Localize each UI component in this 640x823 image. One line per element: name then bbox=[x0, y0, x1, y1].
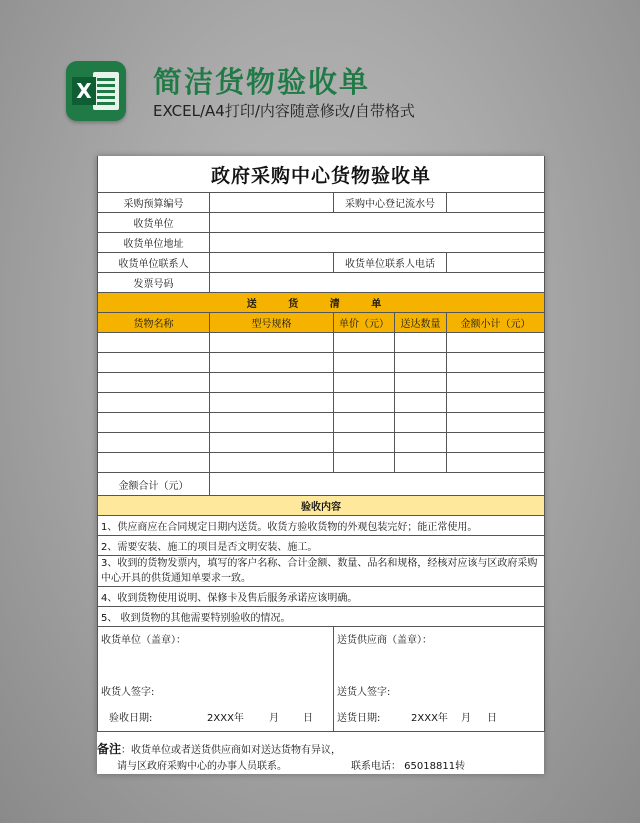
goods-cell[interactable] bbox=[334, 353, 395, 373]
goods-cell[interactable] bbox=[98, 393, 210, 413]
goods-cell[interactable] bbox=[334, 413, 395, 433]
goods-cell[interactable] bbox=[395, 373, 447, 393]
supplier-stamp-label: 送货供应商（盖章）： bbox=[334, 627, 545, 650]
goods-cell[interactable] bbox=[447, 413, 545, 433]
column-header: 金额小计（元） bbox=[447, 313, 545, 333]
info-row bbox=[98, 193, 545, 213]
goods-cell[interactable] bbox=[98, 453, 210, 473]
goods-cell[interactable] bbox=[210, 453, 334, 473]
remark-block bbox=[97, 741, 544, 775]
goods-cell[interactable] bbox=[98, 433, 210, 453]
column-header: 型号规格 bbox=[210, 313, 334, 333]
page-subtitle: EXCEL/A4打印/内容随意修改/自带格式 bbox=[153, 102, 415, 120]
info-value-cell[interactable] bbox=[447, 253, 545, 273]
document-title: 政府采购中心货物验收单 bbox=[98, 156, 545, 193]
goods-cell[interactable] bbox=[395, 433, 447, 453]
document-sheet bbox=[97, 156, 544, 774]
info-row bbox=[98, 233, 545, 253]
acceptance-note: 5、 收到货物的其他需要特别验收的情况。 bbox=[98, 607, 545, 627]
info-row bbox=[98, 273, 545, 293]
goods-cell[interactable] bbox=[334, 373, 395, 393]
goods-row bbox=[98, 373, 545, 393]
acceptance-note: 3、收到的货物发票内，填写的客户名称、合计金额、数量、品名和规格，经核对应该与区政府采购中心开具的供货通知单要求一致。 bbox=[98, 556, 545, 587]
goods-row bbox=[98, 393, 545, 413]
goods-cell[interactable] bbox=[334, 333, 395, 353]
contact-phone: 联系电话： 65018811转 bbox=[351, 761, 466, 772]
info-label: 收货单位 bbox=[98, 213, 210, 233]
goods-row bbox=[98, 453, 545, 473]
info-value-cell[interactable] bbox=[447, 193, 545, 213]
supplier-stamp-area[interactable] bbox=[334, 649, 545, 679]
goods-cell[interactable] bbox=[395, 393, 447, 413]
info-label: 采购预算编号 bbox=[98, 193, 210, 213]
goods-cell[interactable] bbox=[447, 353, 545, 373]
info-label: 采购中心登记流水号 bbox=[334, 193, 447, 213]
remark-line-1: ：收货单位或者送货供应商如对送达货物有异议， bbox=[121, 745, 342, 756]
info-label: 发票号码 bbox=[98, 273, 210, 293]
excel-icon bbox=[66, 61, 126, 121]
remark-label: 备注 bbox=[97, 742, 122, 756]
excel-x-letter: X bbox=[72, 77, 96, 105]
goods-cell[interactable] bbox=[334, 393, 395, 413]
goods-cell[interactable] bbox=[210, 373, 334, 393]
goods-cell[interactable] bbox=[447, 453, 545, 473]
goods-cell[interactable] bbox=[98, 333, 210, 353]
goods-cell[interactable] bbox=[334, 453, 395, 473]
column-header: 货物名称 bbox=[98, 313, 210, 333]
goods-cell[interactable] bbox=[395, 453, 447, 473]
accept-date-year: 2XXX年 bbox=[207, 712, 244, 724]
acceptance-form-table bbox=[97, 156, 545, 732]
goods-cell[interactable] bbox=[395, 353, 447, 373]
goods-cell[interactable] bbox=[447, 333, 545, 353]
remark-line-2: 请与区政府采购中心的办事人员联系。 bbox=[117, 761, 287, 772]
goods-cell[interactable] bbox=[210, 353, 334, 373]
info-value-cell[interactable] bbox=[210, 233, 545, 253]
supplier-sign-label: 送货人签字: bbox=[334, 679, 545, 701]
goods-cell[interactable] bbox=[447, 373, 545, 393]
accept-date-row bbox=[98, 701, 334, 732]
receiver-stamp-area[interactable] bbox=[98, 649, 334, 679]
deliver-date-day: 日 bbox=[487, 712, 497, 724]
goods-cell[interactable] bbox=[334, 433, 395, 453]
acceptance-section-header: 验收内容 bbox=[98, 496, 545, 516]
info-label: 收货单位联系人 bbox=[98, 253, 210, 273]
delivery-section-header: 送 货 清 单 bbox=[98, 293, 545, 313]
info-row bbox=[98, 213, 545, 233]
acceptance-note: 2、需要安装、施工的项目是否文明安装、施工。 bbox=[98, 536, 545, 556]
info-label: 收货单位联系人电话 bbox=[334, 253, 447, 273]
accept-date-month: 月 bbox=[269, 712, 279, 724]
acceptance-note: 4、收到货物使用说明、保修卡及售后服务承诺应该明确。 bbox=[98, 587, 545, 607]
goods-row bbox=[98, 353, 545, 373]
goods-cell[interactable] bbox=[395, 333, 447, 353]
page-title: 简洁货物验收单 bbox=[153, 65, 371, 99]
accept-date-label: 验收日期: bbox=[109, 712, 153, 724]
column-header: 送达数量 bbox=[395, 313, 447, 333]
goods-cell[interactable] bbox=[447, 393, 545, 413]
info-label: 收货单位地址 bbox=[98, 233, 210, 253]
deliver-date-year: 2XXX年 bbox=[411, 712, 448, 724]
accept-date-day: 日 bbox=[303, 712, 313, 724]
info-value-cell[interactable] bbox=[210, 193, 334, 213]
sheet-lines-icon bbox=[93, 72, 119, 110]
goods-row bbox=[98, 333, 545, 353]
goods-cell[interactable] bbox=[98, 353, 210, 373]
goods-cell[interactable] bbox=[98, 413, 210, 433]
goods-row bbox=[98, 413, 545, 433]
goods-cell[interactable] bbox=[395, 413, 447, 433]
deliver-date-label: 送货日期: bbox=[337, 712, 381, 724]
receiver-unit-stamp-label: 收货单位（盖章）： bbox=[98, 627, 334, 650]
info-row bbox=[98, 253, 545, 273]
receiver-sign-label: 收货人签字: bbox=[98, 679, 334, 701]
acceptance-note: 1、供应商应在合同规定日期内送货。收货方验收货物的外观包装完好；能正常使用。 bbox=[98, 516, 545, 536]
deliver-date-row bbox=[334, 701, 545, 732]
column-header: 单价（元） bbox=[334, 313, 395, 333]
goods-cell[interactable] bbox=[210, 333, 334, 353]
goods-cell[interactable] bbox=[98, 373, 210, 393]
goods-cell[interactable] bbox=[210, 433, 334, 453]
info-value-cell[interactable] bbox=[210, 253, 334, 273]
total-value-cell[interactable] bbox=[210, 473, 545, 496]
goods-cell[interactable] bbox=[447, 433, 545, 453]
info-value-cell[interactable] bbox=[210, 273, 545, 293]
info-value-cell[interactable] bbox=[210, 213, 545, 233]
deliver-date-month: 月 bbox=[461, 712, 471, 724]
goods-row bbox=[98, 433, 545, 453]
total-label: 金额合计（元） bbox=[98, 473, 210, 496]
goods-cell[interactable] bbox=[210, 393, 334, 413]
goods-cell[interactable] bbox=[210, 413, 334, 433]
